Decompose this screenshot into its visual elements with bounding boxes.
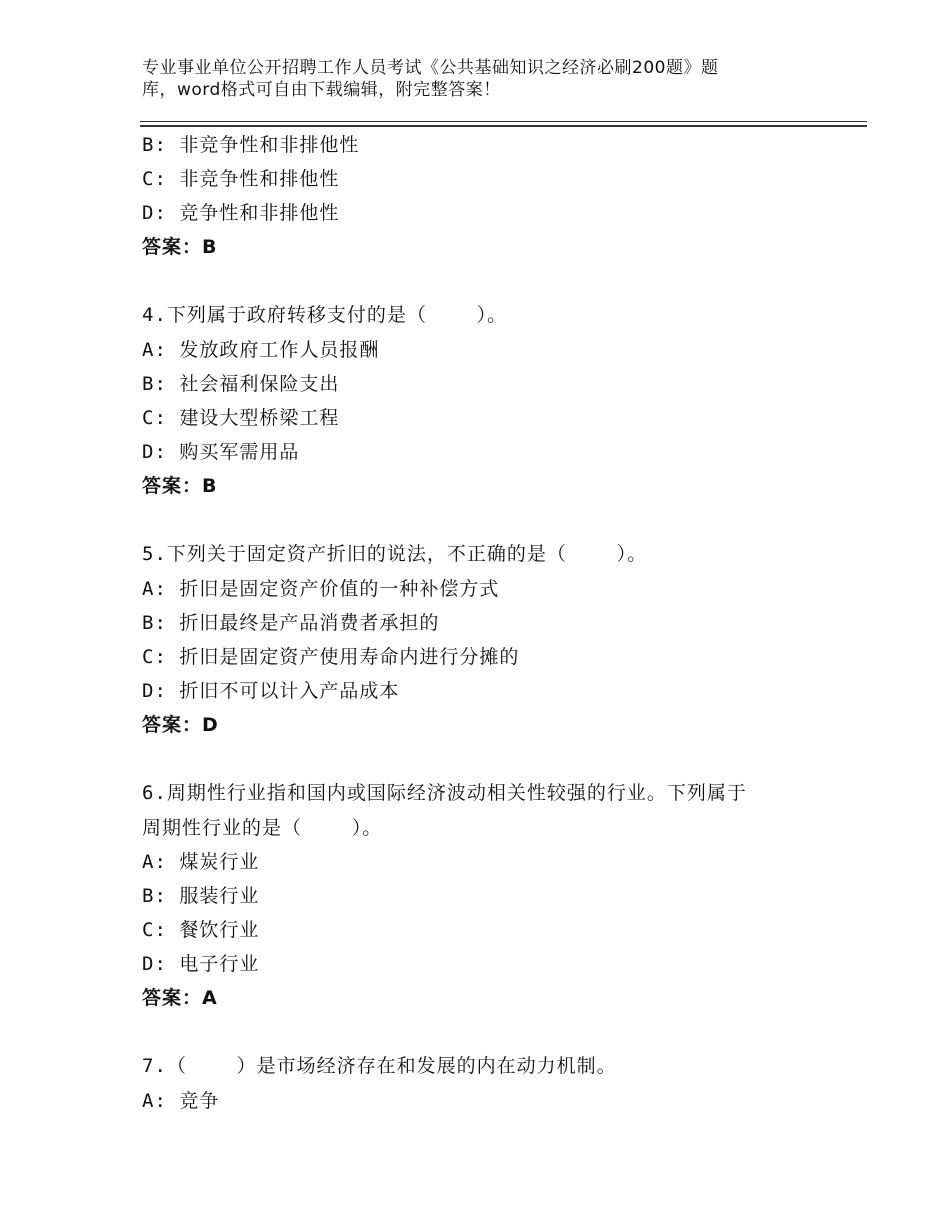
question-stem: 5.下列关于固定资产折旧的说法，不正确的是（ ）。: [142, 543, 648, 565]
header-title-line-1: 专业事业单位公开招聘工作人员考试《公共基础知识之经济必刷200题》题: [142, 58, 719, 78]
spacer: [142, 503, 842, 537]
option-d: D: 购买军需用品: [142, 441, 300, 463]
option-c: C: 非竞争性和排他性: [142, 168, 340, 190]
spacer: [142, 1015, 842, 1049]
option-b: B: 折旧最终是产品消费者承担的: [142, 612, 440, 634]
document-header: [142, 57, 782, 101]
answer: 答案：A: [142, 987, 218, 1009]
option-d: D: 竞争性和非排他性: [142, 202, 340, 224]
option-a: A: 发放政府工作人员报酬: [142, 339, 380, 361]
question-6: [142, 776, 842, 1015]
question-stem-line-2: 周期性行业的是（ ）。: [142, 817, 383, 839]
header-divider-thin: [140, 121, 867, 122]
question-stem-line-1: 6.周期性行业指和国内或国际经济波动相关性较强的行业。下列属于: [142, 782, 747, 804]
option-a: A: 竞争: [142, 1090, 220, 1112]
option-b: B: 非竞争性和非排他性: [142, 134, 360, 156]
option-b: B: 社会福利保险支出: [142, 373, 340, 395]
answer: 答案：B: [142, 236, 218, 258]
option-d: D: 折旧不可以计入产品成本: [142, 680, 400, 702]
header-divider-thick: [140, 125, 867, 127]
option-d: D: 电子行业: [142, 953, 260, 975]
question-stem: 4.下列属于政府转移支付的是（ ）。: [142, 304, 508, 326]
header-title-line-2: 库，word格式可自由下载编辑，附完整答案！: [142, 80, 501, 100]
question-stem: 7.（ ）是市场经济存在和发展的内在动力机制。: [142, 1055, 617, 1077]
option-c: C: 建设大型桥梁工程: [142, 407, 340, 429]
answer: 答案：B: [142, 475, 218, 497]
question-5: [142, 537, 842, 742]
option-a: A: 煤炭行业: [142, 851, 260, 873]
spacer: [142, 264, 842, 298]
spacer: [142, 742, 842, 776]
question-4: [142, 298, 842, 503]
question-7: [142, 1049, 842, 1118]
option-c: C: 餐饮行业: [142, 919, 260, 941]
option-c: C: 折旧是固定资产使用寿命内进行分摊的: [142, 646, 520, 668]
answer: 答案：D: [142, 714, 219, 736]
question-list: [142, 128, 842, 1118]
option-a: A: 折旧是固定资产价值的一种补偿方式: [142, 578, 500, 600]
question-3: [142, 128, 842, 264]
option-b: B: 服装行业: [142, 885, 260, 907]
